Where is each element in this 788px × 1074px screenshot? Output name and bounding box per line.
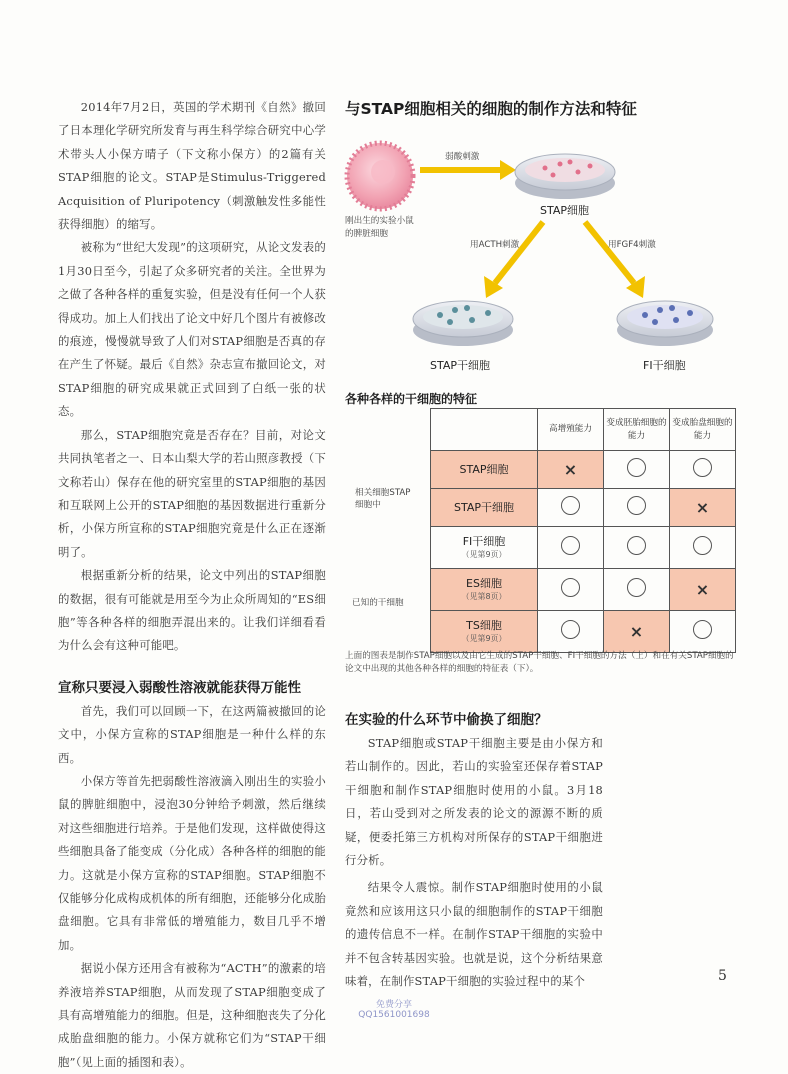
table-cell xyxy=(538,451,604,489)
circle-mark xyxy=(627,458,646,477)
section-title: 宣称只要浸入弱酸性溶液就能获得万能性 xyxy=(58,679,301,696)
circle-mark xyxy=(693,536,712,555)
column-header: 变成胚胎细胞的能力 xyxy=(604,409,670,451)
stap-dish-icon xyxy=(515,154,615,199)
fgf4-arrow xyxy=(585,222,645,298)
row-label xyxy=(431,569,538,611)
group-label-known: 已知的干细胞 xyxy=(352,598,404,608)
circle-mark xyxy=(693,620,712,639)
spleen-cell-icon xyxy=(347,143,413,209)
fgf4-label: 用FGF4刺激 xyxy=(608,240,656,250)
circle-mark xyxy=(561,578,580,597)
circle-mark xyxy=(561,536,580,555)
circle-mark xyxy=(627,536,646,555)
circle-mark xyxy=(627,496,646,515)
row-subtitle: （见第9页） xyxy=(461,634,507,643)
row-label xyxy=(431,451,538,489)
paragraph: 被称为“世纪大发现”的这项研究，从论文发表的1月30日至今，引起了众多研究者的关注。全世界为之做了各种各样的重复实验，但是没有任何一个人获得成功。加上人们找出了论文中好几个图片有被修改的痕迹，慢慢就导致了人们对STAP细胞是否真的存在产生了怀疑。最后《自然》杂志宣布撤回论文，对STAP细胞的研究成果就正式回到了白纸一张的状态。 xyxy=(58,240,326,419)
circle-mark xyxy=(627,578,646,597)
acth-label: 用ACTH刺激 xyxy=(470,240,520,250)
diagram-title: 与STAP细胞相关的细胞的制作方法和特征 xyxy=(345,100,637,118)
row-label xyxy=(431,611,538,653)
figure-caption: 上面的图表是制作STAP细胞以及由它生成的STAP干细胞、FI干细胞的方法（上）和在有关STAP细胞的论文中出现的其他各种各样的细胞的特征表（下）。 xyxy=(345,651,734,674)
paragraph: 那么，STAP细胞究竟是否存在？目前，对论文共同执笔者之一、日本山梨大学的若山照彦教授（下文称若山）保存在他的研究室里的STAP细胞的基因和互联网上公开的STAP细胞的基因数据进行重新分析，小保方所宣称的STAP细胞究竟是什么正在逐渐明了。 xyxy=(58,427,326,559)
watermark xyxy=(330,1000,458,1020)
table-row xyxy=(431,489,736,527)
paragraph: 小保方等首先把弱酸性溶液滴入刚出生的实验小鼠的脾脏细胞中，浸泡30分钟给予刺激，然后继续对这些细胞进行培养。于是他们发现，这样做使得这些细胞具备了能变成（分化成）各种各样的细胞的能力。这就是小保方宣称的STAP细胞。STAP细胞不仅能够分化成构成机体的所有细胞，还能够分化成胎盘细胞。它具有非常低的增殖能力，数目几乎不增加。 xyxy=(58,773,326,952)
row-name: TS细胞 xyxy=(466,619,502,632)
table-cell xyxy=(538,489,604,527)
table-cell xyxy=(538,527,604,569)
paragraph: 根据重新分析的结果，论文中列出的STAP细胞的数据，很有可能就是用至今为止众所周知的“ES细胞”等各种各样的细胞弄混出来的。让我们详细看看为什么会有这种可能吧。 xyxy=(58,568,326,653)
table-row xyxy=(431,569,736,611)
table-row xyxy=(431,527,736,569)
acid-arrow xyxy=(420,160,516,180)
table-row xyxy=(431,611,736,653)
table-cell xyxy=(670,527,736,569)
spleen-label: 刚出生的实验小鼠的脾脏细胞 xyxy=(345,216,414,239)
cross-mark: × xyxy=(563,460,578,479)
watermark-line: QQ1561001698 xyxy=(358,1010,430,1020)
cross-mark: × xyxy=(695,498,710,517)
column-header: 变成胎盘细胞的能力 xyxy=(670,409,736,451)
paragraph: STAP细胞或STAP干细胞主要是由小保方和若山制作的。因此，若山的实验室还保存着STAP干细胞和制作STAP细胞时使用的小鼠。3月18日，若山受到对之所发表的论文的源源不断的质疑，便委托第三方机构对所保存的STAP干细胞进行分析。 xyxy=(345,736,603,868)
column-header: 高增殖能力 xyxy=(538,409,604,451)
table-title: 各种各样的干细胞的特征 xyxy=(345,392,478,406)
table-cell xyxy=(670,489,736,527)
stem-cell-table xyxy=(430,408,736,653)
table-cell xyxy=(670,451,736,489)
stap-stem-dish-icon xyxy=(413,301,513,346)
cross-mark: × xyxy=(695,580,710,599)
row-label xyxy=(431,527,538,569)
stap-stem-label: STAP干细胞 xyxy=(430,359,491,372)
acid-label: 弱酸刺激 xyxy=(445,152,480,162)
table-row xyxy=(431,451,736,489)
paragraph: 结果令人震惊。制作STAP细胞时使用的小鼠竟然和应该用这只小鼠的细胞制作的STAP干细胞的遗传信息不一样。在制作STAP干细胞的实验中并不包含转基因实验。也就是说，这个分析结果意味着，在制作STAP干细胞的实验过程中的某个 xyxy=(345,880,603,989)
right-column xyxy=(345,708,603,993)
row-name: ES细胞 xyxy=(466,577,502,590)
paragraph: 2014年7月2日，英国的学术期刊《自然》撤回了日本理化学研究所发育与再生科学综合研究中心学术带头人小保方晴子（下文称小保方）的2篇有关STAP细胞的论文。STAP是Stimulus-Triggered Acquisition of Pluripotency（刺激触发性多能性获得细胞）的缩写。 xyxy=(58,100,326,232)
row-name: FI干细胞 xyxy=(462,535,506,548)
table-cell xyxy=(538,611,604,653)
table-cell xyxy=(604,569,670,611)
table-cell xyxy=(538,569,604,611)
group-label-related: 相关细胞STAP细胞中 xyxy=(355,488,411,510)
table-corner xyxy=(431,409,538,451)
acth-arrow xyxy=(484,222,543,298)
row-name: STAP干细胞 xyxy=(453,500,514,514)
table-cell xyxy=(604,527,670,569)
row-label xyxy=(431,489,538,527)
stap-label: STAP细胞 xyxy=(540,204,590,217)
section-title: 在实验的什么环节中偷换了细胞？ xyxy=(345,712,548,728)
page-number: 5 xyxy=(718,968,727,984)
table-cell xyxy=(670,611,736,653)
fi-dish-icon xyxy=(617,301,713,346)
cross-mark: × xyxy=(629,622,644,641)
circle-mark xyxy=(561,620,580,639)
circle-mark xyxy=(693,458,712,477)
row-subtitle: （见第9页） xyxy=(461,550,507,559)
table-cell xyxy=(604,611,670,653)
row-subtitle: （见第8页） xyxy=(461,592,507,601)
table-cell xyxy=(670,569,736,611)
row-name: STAP细胞 xyxy=(459,462,509,476)
watermark-line: 免费分享 xyxy=(375,1000,412,1010)
table-header-row xyxy=(431,409,736,451)
circle-mark xyxy=(561,496,580,515)
table-cell xyxy=(604,451,670,489)
table-cell xyxy=(604,489,670,527)
paragraph: 首先，我们可以回顾一下，在这两篇被撤回的论文中，小保方宣称的STAP细胞是一种什么样的东西。 xyxy=(58,703,326,765)
paragraph: 据说小保方还用含有被称为“ACTH”的激素的培养液培养STAP细胞，从而发现了STAP细胞变成了具有高增殖能力的细胞。但是，这种细胞丧失了分化成胎盘细胞的能力。小保方就称它们为“STAP干细胞”（见上面的插图和表）。 xyxy=(58,961,326,1069)
fi-label: FI干细胞 xyxy=(643,359,686,372)
